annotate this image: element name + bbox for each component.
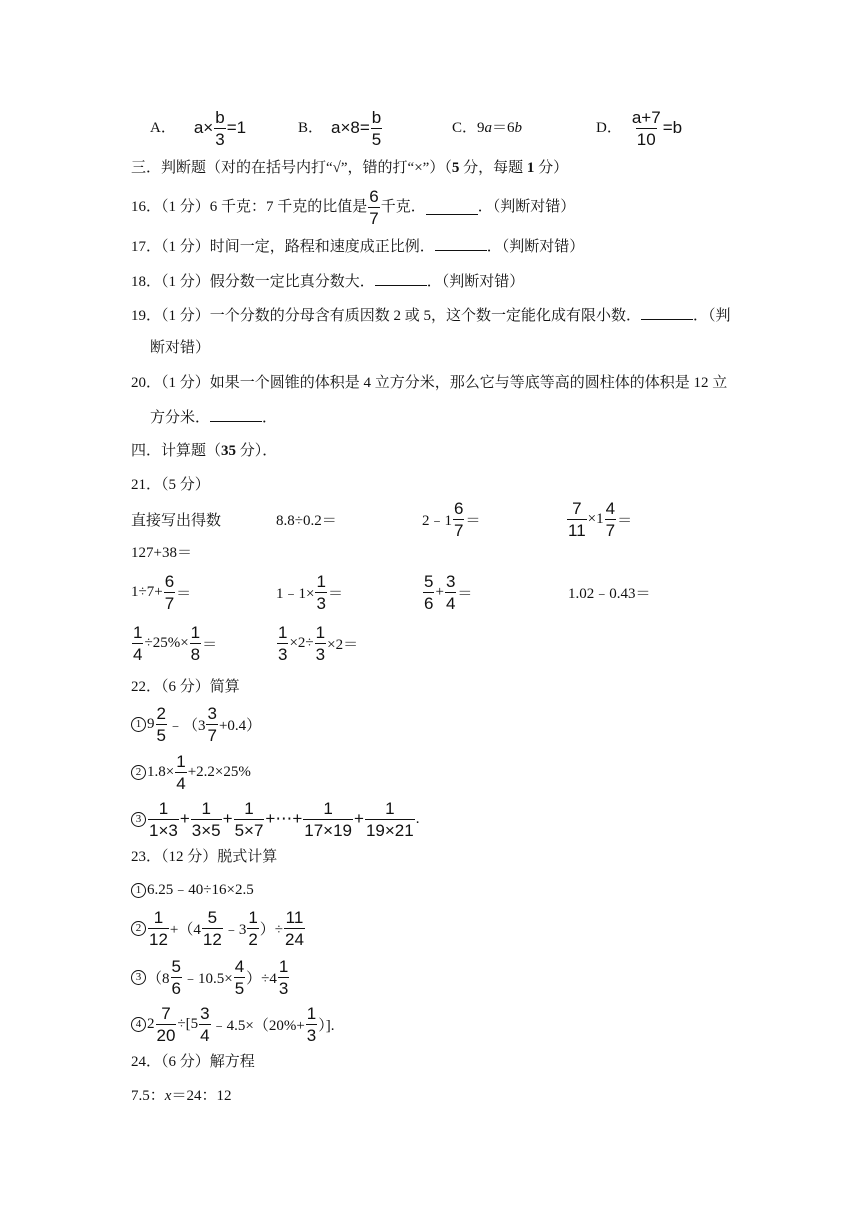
text: 2﹣1 — [422, 512, 453, 529]
text: ×2÷ — [289, 634, 314, 651]
fraction — [605, 499, 616, 540]
numerator: 1 — [133, 622, 143, 642]
choice-letter: A． — [150, 120, 176, 136]
question-16 — [131, 186, 576, 228]
choice-d — [596, 108, 682, 148]
numerator: 1 — [153, 907, 164, 927]
text: =b — [662, 118, 683, 137]
denominator: 7 — [605, 520, 616, 540]
text: 断对错） — [150, 340, 211, 356]
fraction — [303, 799, 353, 840]
choice-text: a× — [193, 118, 214, 137]
text: + — [222, 809, 233, 828]
fraction — [423, 572, 434, 613]
numerator: 2 — [156, 703, 166, 723]
text: 分）． — [236, 443, 278, 459]
circled-number: 3 — [131, 970, 146, 985]
fraction — [368, 187, 379, 228]
numerator: 3 — [200, 1003, 210, 1023]
text: ）÷ — [259, 921, 284, 938]
text: 127+38＝ — [131, 545, 192, 561]
text: ÷25%× — [144, 634, 189, 651]
question-17 — [131, 236, 584, 257]
numerator: 1 — [385, 798, 395, 818]
denominator: 24 — [285, 929, 304, 949]
q21-row-3 — [0, 570, 868, 614]
fraction — [164, 572, 175, 613]
numerator: 1 — [323, 798, 333, 818]
choice-b — [298, 107, 383, 149]
choice-text: =1 — [226, 118, 247, 137]
choice-letter: C． — [452, 120, 478, 136]
text: 22．（6 分）简算 — [131, 679, 240, 695]
question-19-line2 — [150, 338, 210, 358]
q21-row-2 — [131, 543, 192, 563]
text: ．（判断对错） — [426, 274, 525, 290]
denominator: 4 — [445, 593, 456, 613]
text: 千克． — [380, 199, 426, 215]
text: 19．（1 分）一个分数的分母含有质因数 2 或 5，这个数一定能化成有限小数． — [131, 308, 642, 324]
text: 分，每题 — [459, 160, 527, 176]
text: 5 — [451, 160, 460, 176]
denominator: 6 — [424, 593, 434, 613]
denominator: 8 — [190, 644, 201, 664]
text: a — [484, 120, 493, 136]
question-20-line2 — [150, 407, 277, 428]
text: ×2＝ — [327, 636, 359, 653]
text: ．（判 — [693, 308, 731, 324]
answer-blank[interactable] — [641, 305, 693, 320]
numerator: 5 — [207, 907, 218, 927]
choice-c — [452, 111, 522, 145]
choice-a — [150, 107, 247, 149]
text: ＝ — [202, 636, 218, 653]
denominator: 4 — [176, 773, 186, 793]
fraction — [132, 623, 143, 664]
q21-item — [131, 621, 217, 665]
circled-number: 3 — [131, 812, 146, 827]
q21-item — [422, 497, 481, 541]
denominator: 5 — [234, 978, 245, 998]
text: 18．（1 分）假分数一定比真分数大． — [131, 274, 375, 290]
text: ﹣4.5×（20%+ — [211, 1017, 305, 1034]
fraction — [306, 1004, 317, 1045]
text: 9 — [477, 120, 485, 136]
numerator: 3 — [207, 703, 217, 723]
fraction — [365, 799, 415, 840]
text: 6.25﹣40÷16×2.5 — [147, 882, 254, 898]
text: + — [354, 809, 364, 828]
text: +0.4） — [218, 717, 262, 734]
text: ）]. — [318, 1017, 335, 1034]
fraction — [445, 572, 456, 613]
denominator: 7 — [454, 520, 464, 540]
fraction — [278, 957, 289, 998]
fraction — [190, 623, 201, 664]
numerator: 1 — [176, 751, 186, 771]
fraction — [284, 908, 305, 949]
numerator: 1 — [278, 956, 289, 976]
text: 直接写出得数 — [131, 512, 222, 529]
q21-item — [276, 497, 337, 541]
fraction — [156, 1004, 177, 1045]
text: ＝ — [465, 512, 481, 529]
text: 7.5： — [131, 1088, 165, 1104]
question-21-title — [131, 475, 210, 495]
numerator: 5 — [424, 571, 434, 591]
fraction — [567, 499, 587, 540]
fraction — [315, 572, 326, 613]
numerator: 5 — [171, 956, 181, 976]
text: ． — [262, 410, 278, 426]
text: +2.2×25% — [187, 763, 251, 780]
numerator: 7 — [572, 498, 582, 518]
numerator: 1 — [248, 907, 258, 927]
numerator: 1 — [316, 571, 326, 591]
denominator: 2 — [248, 929, 258, 949]
numerator: b — [371, 107, 382, 127]
q21-label — [131, 497, 221, 541]
answer-blank[interactable] — [435, 236, 487, 251]
question-18 — [131, 271, 524, 292]
numerator: 1 — [158, 798, 169, 818]
text: ×1 — [587, 510, 604, 527]
text: + — [179, 809, 190, 828]
text: 23．（12 分）脱式计算 — [131, 849, 278, 865]
q21-item — [422, 570, 472, 614]
text: b — [514, 120, 523, 136]
choice-letter: D． — [596, 120, 622, 136]
text: 16．（1 分）6 千克：7 千克的比值是 — [131, 199, 368, 215]
fraction — [277, 623, 288, 664]
question-23-title — [131, 847, 277, 867]
circled-number: 4 — [131, 1017, 146, 1032]
answer-blank[interactable] — [210, 407, 262, 422]
text: +（4 — [169, 921, 201, 938]
circled-number: 1 — [131, 717, 146, 732]
fraction — [202, 908, 223, 949]
q23-part-2 — [131, 906, 306, 950]
numerator: b — [215, 107, 225, 127]
denominator: 3 — [278, 644, 288, 664]
numerator: 3 — [445, 571, 456, 591]
text: 1.02﹣0.43＝ — [568, 585, 651, 602]
q22-part-3 — [131, 797, 419, 841]
denominator: 17×19 — [304, 820, 353, 840]
text: ﹣（3 — [167, 717, 206, 734]
numerator: 1 — [190, 622, 201, 642]
q23-part-4 — [131, 1002, 335, 1046]
denominator: 7 — [164, 593, 175, 613]
text: 方分米． — [150, 410, 211, 426]
text: 17．（1 分）时间一定，路程和速度成正比例． — [131, 239, 435, 255]
text: 分） — [534, 160, 569, 176]
circled-number: 1 — [131, 883, 146, 898]
denominator: 5 — [371, 129, 382, 149]
numerator: 1 — [244, 798, 254, 818]
fraction — [156, 704, 167, 745]
fraction — [199, 1004, 210, 1045]
numerator: 1 — [201, 798, 211, 818]
fraction — [148, 799, 179, 840]
fraction — [175, 752, 186, 793]
text: ＝ — [457, 585, 473, 602]
text: 1 — [526, 160, 535, 176]
text: x — [164, 1088, 172, 1104]
denominator: 20 — [156, 1025, 176, 1045]
fraction — [171, 957, 182, 998]
text: 1÷7+ — [131, 583, 163, 600]
text: ﹣10.5× — [182, 970, 233, 987]
text: ﹣3 — [223, 921, 247, 938]
fraction — [247, 908, 258, 949]
question-20 — [131, 373, 727, 393]
numerator: 4 — [605, 498, 616, 518]
denominator: 11 — [568, 520, 586, 540]
denominator: 4 — [133, 644, 143, 664]
text: 1﹣1× — [276, 585, 315, 602]
text: 9 — [147, 715, 155, 732]
q22-part-1 — [131, 702, 261, 746]
text: 21．（5 分） — [131, 477, 210, 493]
q21-item — [568, 570, 651, 614]
q23-part-3 — [131, 955, 290, 999]
denominator: 10 — [636, 129, 656, 149]
denominator: 1×3 — [149, 820, 178, 840]
q21-item — [131, 570, 191, 614]
text: ＝ — [327, 585, 343, 602]
question-24-title — [131, 1052, 255, 1072]
choice-letter: B． — [298, 120, 324, 136]
denominator: 6 — [171, 978, 181, 998]
denominator: 3 — [315, 644, 326, 664]
circled-number: 2 — [131, 921, 146, 936]
question-19 — [131, 305, 731, 326]
question-22-title — [131, 677, 240, 697]
numerator: 1 — [278, 622, 288, 642]
fraction — [206, 704, 217, 745]
numerator: 11 — [285, 907, 304, 927]
fraction — [234, 957, 245, 998]
numerator: 1 — [315, 622, 326, 642]
section-3-heading — [131, 158, 568, 178]
text: 1.8× — [147, 763, 175, 780]
text: （8 — [147, 970, 170, 987]
denominator: 12 — [202, 929, 222, 949]
denominator: 3×5 — [191, 820, 221, 840]
text: . — [415, 810, 420, 827]
fraction — [631, 108, 662, 149]
text: 四．计算题（ — [131, 443, 222, 459]
denominator: 12 — [149, 929, 168, 949]
q21-row-4 — [0, 621, 868, 665]
q21-item — [276, 621, 358, 665]
denominator: 7 — [207, 725, 217, 745]
text: 8.8÷0.2＝ — [276, 512, 337, 529]
text: ÷[5 — [177, 1015, 199, 1032]
denominator: 7 — [369, 208, 379, 228]
denominator: 19×21 — [365, 820, 414, 840]
numerator: 6 — [164, 571, 175, 591]
section-4-heading — [131, 441, 277, 461]
text: 24．（6 分）解方程 — [131, 1054, 255, 1070]
denominator: 5 — [156, 725, 166, 745]
denominator: 5×7 — [234, 820, 264, 840]
text: + — [435, 583, 444, 600]
denominator: 3 — [278, 978, 289, 998]
denominator: 3 — [306, 1025, 317, 1045]
text: ＝24：12 — [171, 1088, 232, 1104]
choice-text: a×8= — [331, 118, 370, 137]
numerator: 1 — [306, 1003, 317, 1023]
fraction — [234, 799, 265, 840]
text: +⋯+ — [265, 809, 303, 828]
fraction — [315, 623, 326, 664]
denominator: 3 — [215, 129, 225, 149]
numerator: a+7 — [631, 107, 661, 127]
text: 35 — [221, 443, 237, 459]
text: 三．判断题（对的在括号内打“√”，错的打“×”）（ — [131, 160, 452, 176]
fraction — [371, 108, 382, 149]
answer-blank[interactable] — [426, 200, 478, 215]
text: 2 — [147, 1015, 155, 1032]
fraction — [453, 499, 464, 540]
q21-item — [276, 570, 343, 614]
numerator: 7 — [161, 1003, 171, 1023]
q24-equation — [131, 1086, 231, 1106]
q23-part-1 — [131, 880, 254, 900]
q21-row-1 — [0, 497, 868, 541]
circled-number: 2 — [131, 765, 146, 780]
q22-part-2 — [131, 750, 251, 794]
answer-blank[interactable] — [375, 271, 427, 286]
fraction — [148, 908, 169, 949]
text: ＝ — [617, 512, 633, 529]
q21-item — [566, 497, 632, 541]
text: ．（判断对错） — [486, 239, 585, 255]
numerator: 6 — [454, 498, 464, 518]
text: 20．（1 分）如果一个圆锥的体积是 4 立方分米，那么它与等底等高的圆柱体的体积是 12 立 — [131, 375, 728, 391]
fraction — [191, 799, 222, 840]
fraction — [214, 108, 225, 149]
denominator: 3 — [316, 593, 326, 613]
text: ＝ — [176, 585, 192, 602]
denominator: 4 — [200, 1025, 210, 1045]
numerator: 6 — [369, 186, 379, 206]
text: ．（判断对错） — [477, 199, 576, 215]
text: ＝6 — [492, 120, 515, 136]
text: ）÷4 — [246, 970, 277, 987]
numerator: 4 — [234, 956, 245, 976]
